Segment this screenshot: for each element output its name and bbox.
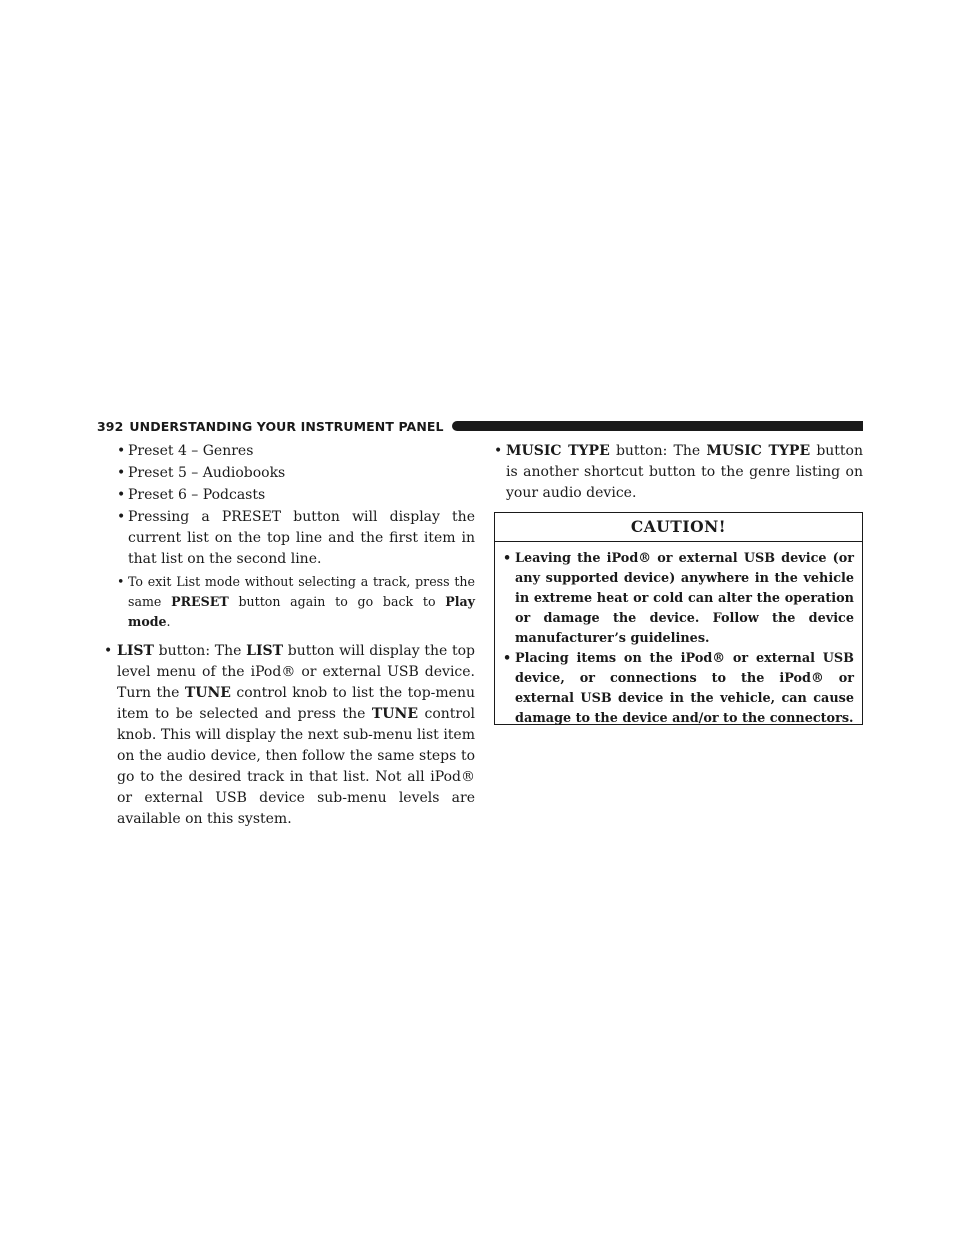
header-text — [97, 419, 444, 434]
page-number: 392 — [97, 418, 124, 434]
bullet-glyph: • — [117, 574, 125, 589]
preset-6-item: • Preset 6 – Podcasts — [117, 485, 475, 506]
caution-item-heat: • Leaving the iPod® or external USB device (or any supported device) anywhere in the vehicle in extreme heat or cold can alter the operation or damage the device. Follow the device manufacturer’s guidelines. — [503, 551, 854, 646]
caution-box — [494, 512, 863, 725]
bullet-glyph: • — [117, 465, 126, 481]
left-column — [97, 441, 475, 830]
bullet-glyph: • — [117, 487, 126, 503]
list-button-item: • LIST button: The LIST button will display the top level menu of the iPod® or external USB device. Turn the TUNE control knob to list the top-menu item to be selected and press the TUNE control knob. This will display the next sub-menu list item on the audio device, then follow the same steps to go to the desired track in that list. Not all iPod® or external USB device sub-menu levels are available on this system. — [104, 643, 476, 827]
bullet-glyph: • — [117, 509, 126, 525]
right-column — [487, 441, 863, 504]
caution-item-placing: • Placing items on the iPod® or external USB device, or connections to the iPod® or external USB device in the vehicle, can cause damage to the device and/or to the connectors. — [503, 651, 854, 726]
caution-title: CAUTION! — [495, 513, 862, 542]
bullet-glyph: • — [117, 443, 126, 459]
bullet-glyph: • — [104, 643, 113, 659]
bullet-glyph: • — [503, 651, 512, 666]
caution-body — [495, 542, 862, 729]
bullet-glyph: • — [494, 443, 503, 459]
exit-list-mode-item: • To exit List mode without selecting a track, press the same PRESET button again to go back to Play mode. — [117, 574, 475, 629]
music-type-button-item: • MUSIC TYPE button: The MUSIC TYPE button is another shortcut button to the genre listing on your audio device. — [494, 443, 863, 501]
section-title: UNDERSTANDING YOUR INSTRUMENT PANEL — [129, 418, 444, 434]
page-header — [97, 417, 863, 435]
preset-5-item: • Preset 5 – Audiobooks — [117, 463, 475, 484]
preset-press-item: • Pressing a PRESET button will display the current list on the top line and the first item in that list on the second line. — [117, 509, 475, 567]
preset-4-item: • Preset 4 – Genres — [117, 441, 475, 462]
header-rule — [452, 421, 863, 431]
bullet-glyph: • — [503, 551, 512, 566]
